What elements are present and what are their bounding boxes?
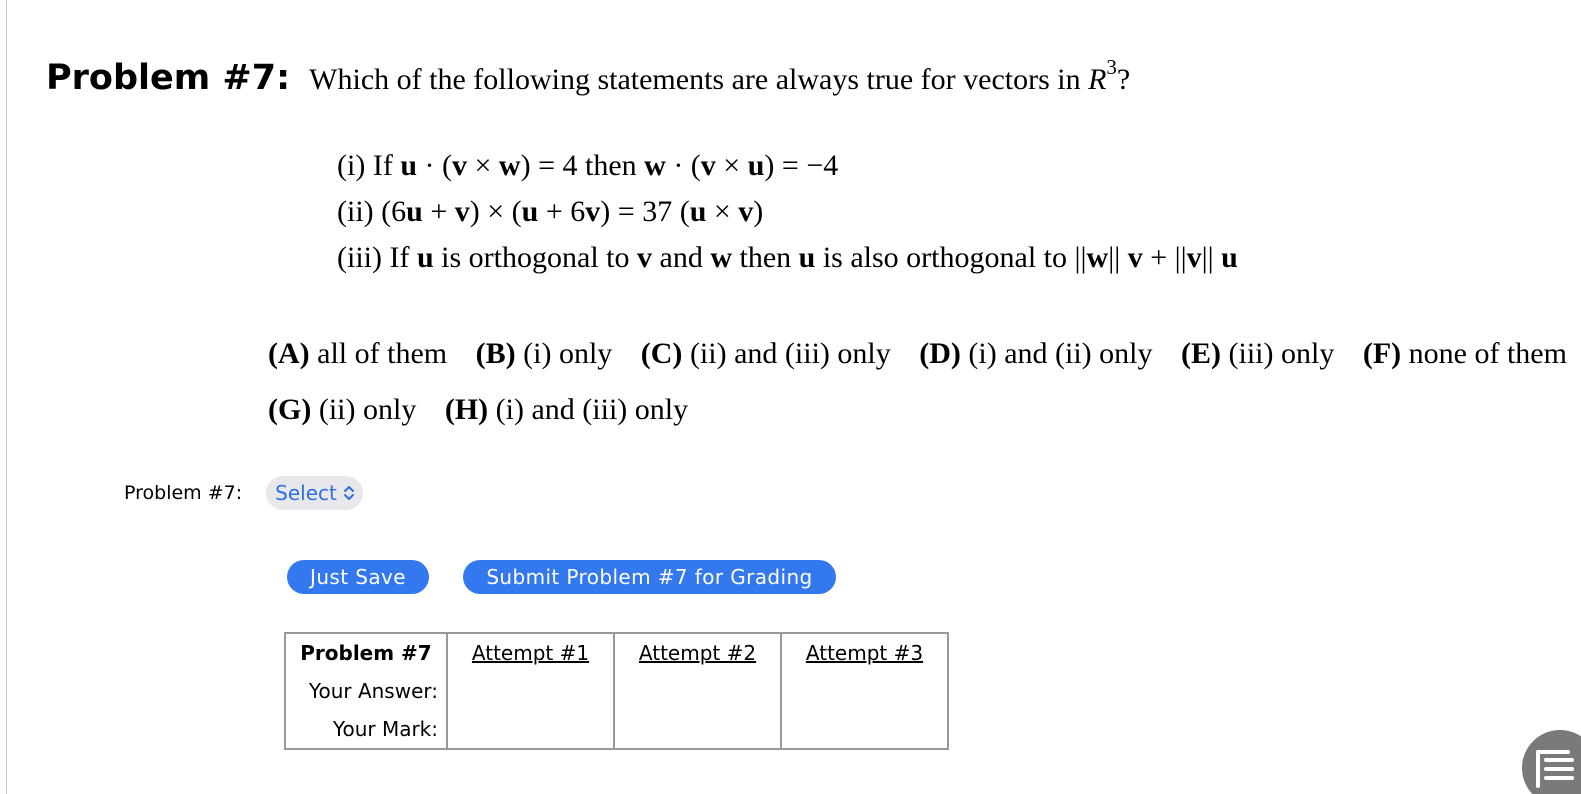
statement-label: (iii) — [337, 241, 382, 274]
mark-cell-1 — [447, 710, 614, 749]
question-space: R — [1088, 63, 1107, 96]
problem-question — [309, 55, 1131, 96]
choice-c: (C) (ii) and (iii) only — [640, 337, 891, 370]
attempts-table — [284, 632, 949, 750]
choice-g: (G) (ii) only — [268, 393, 417, 426]
table-header-problem: Problem #7 — [285, 633, 447, 672]
attempt-2-link[interactable]: Attempt #2 — [614, 633, 781, 672]
statement-iii: (iii) If u is orthogonal to v and w then u is also orthogonal to ||w|| v + ||v|| u — [337, 241, 1238, 274]
menu-icon — [1522, 730, 1581, 794]
row-label-your-mark: Your Mark: — [285, 710, 447, 749]
question-text: Which of the following statements are always true for vectors in — [309, 63, 1089, 96]
answer-choices — [268, 333, 1567, 445]
table-row — [285, 672, 948, 710]
answer-select-value: Select — [275, 481, 337, 505]
statement-label: (i) — [337, 149, 366, 182]
attempt-1-link[interactable]: Attempt #1 — [447, 633, 614, 672]
choice-f: (F) none of them — [1362, 337, 1567, 370]
attempt-3-link[interactable]: Attempt #3 — [805, 641, 924, 665]
choice-h: (H) (i) and (iii) only — [444, 393, 689, 426]
floating-menu-button[interactable] — [1522, 730, 1581, 794]
answer-label: Problem #7: — [124, 482, 243, 504]
answer-cell-2 — [614, 672, 781, 710]
choice-row — [268, 333, 1567, 389]
statement-ii: (ii) (6u + v) × (u + 6v) = 37 (u × v) — [337, 195, 764, 228]
choice-d: (D) (i) and (ii) only — [919, 337, 1153, 370]
statement-label: (ii) — [337, 195, 374, 228]
statement-i: (i) If u · (v × w) = 4 then w · (v × u) = −4 — [337, 149, 839, 182]
chevron-up-down-icon — [343, 484, 355, 502]
answer-row — [124, 476, 363, 510]
choice-b: (B) (i) only — [475, 337, 613, 370]
table-header-row — [285, 633, 948, 672]
submit-for-grading-button[interactable]: Submit Problem #7 for Grading — [463, 560, 836, 594]
answer-cell-3 — [781, 672, 948, 710]
mark-cell-3 — [781, 710, 948, 749]
answer-select[interactable] — [266, 476, 363, 510]
question-end: ? — [1116, 63, 1131, 96]
just-save-button[interactable]: Just Save — [287, 560, 429, 594]
statements-list — [337, 146, 1238, 284]
answer-cell-1 — [447, 672, 614, 710]
problem-header — [46, 55, 1131, 98]
choice-row — [268, 389, 1567, 445]
table-row — [285, 710, 948, 749]
choice-a: (A) all of them — [268, 337, 448, 370]
question-exponent: 3 — [1106, 55, 1117, 79]
page-left-border — [6, 0, 7, 794]
row-label-your-answer: Your Answer: — [285, 672, 447, 710]
choice-e: (E) (iii) only — [1181, 337, 1335, 370]
mark-cell-2 — [614, 710, 781, 749]
problem-label: Problem #7: — [46, 58, 291, 98]
